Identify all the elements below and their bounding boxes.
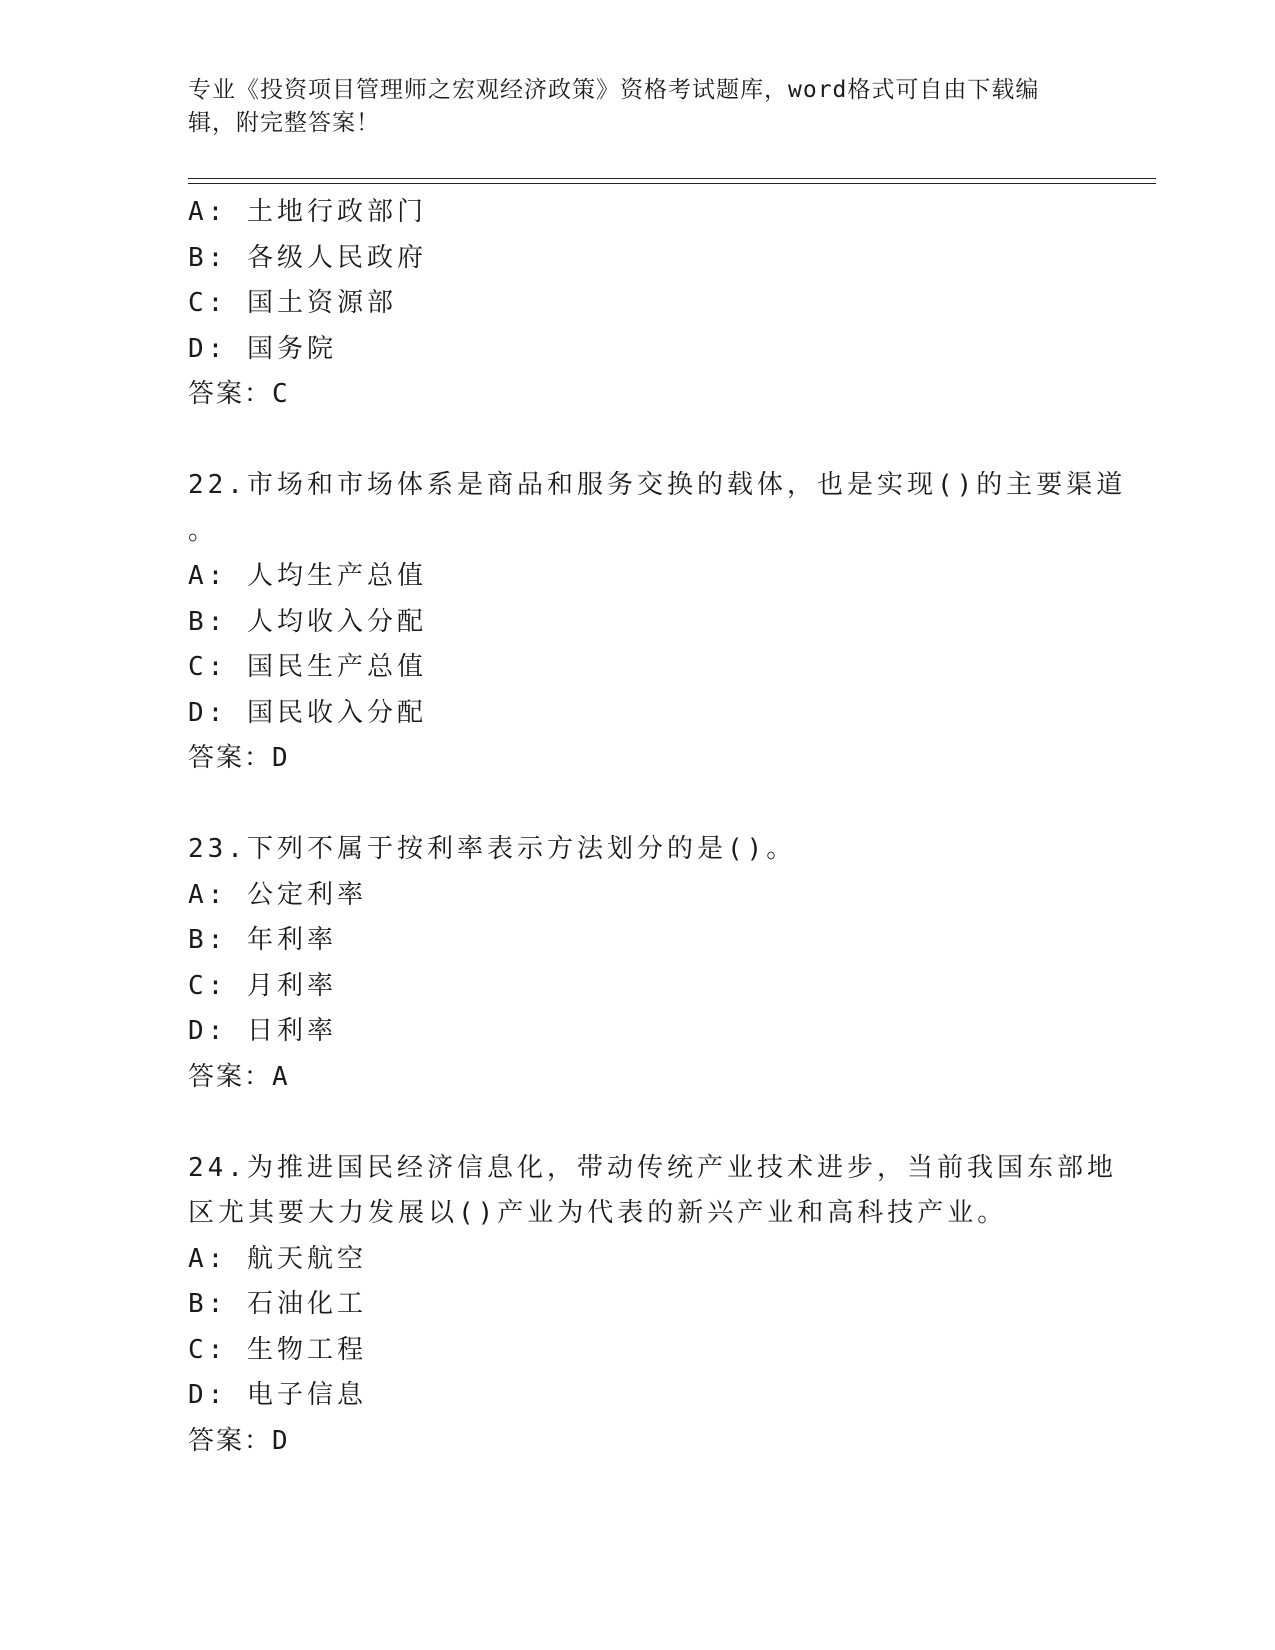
question-24 [188,1146,1117,1465]
question-22 [188,463,1127,782]
question-spacer [188,418,1088,464]
answer-line: 答案：C [188,379,290,409]
question-spacer [188,782,1088,828]
option-b: B: 人均收入分配 [188,606,427,637]
option-d: D: 国务院 [188,333,337,364]
answer-line: 答案：A [188,1061,290,1092]
option-d: D: 电子信息 [188,1380,367,1410]
option-d: D: 国民收入分配 [188,697,427,728]
answer-line: 答案：D [188,1425,290,1456]
option-b: B: 年利率 [188,925,337,955]
question-stem-line-1: 23.下列不属于按利率表示方法划分的是()。 [188,834,797,864]
option-c: C: 月利率 [188,970,337,1001]
question-spacer [188,1100,1088,1146]
option-b: B: 石油化工 [188,1289,367,1319]
option-c: C: 国土资源部 [188,288,397,318]
option-b: B: 各级人民政府 [188,242,427,273]
option-a: A: 航天航空 [188,1243,367,1274]
question-stem-line-2: 区尤其要大力发展以()产业为代表的新兴产业和高科技产业。 [188,1198,1008,1228]
question-stem-line-2: 。 [188,515,219,546]
question-21 [188,190,1088,418]
header-title-line-1: 专业《投资项目管理师之宏观经济政策》资格考试题库，word格式可自由下载编 [188,77,1040,103]
answer-line: 答案：D [188,743,290,773]
header-divider-top [188,178,1156,179]
option-a: A: 公定利率 [188,879,367,910]
question-stem-line-1: 24.为推进国民经济信息化，带动传统产业技术进步，当前我国东部地 [188,1152,1117,1183]
question-23 [188,827,1088,1100]
option-a: A: 土地行政部门 [188,197,427,227]
header-title-line-2: 辑，附完整答案！ [188,110,380,136]
option-c: C: 国民生产总值 [188,652,427,682]
question-list [188,190,1127,1464]
document-header [188,74,1068,140]
question-stem-line-1: 22.市场和市场体系是商品和服务交换的载体，也是实现()的主要渠道 [188,470,1127,500]
option-a: A: 人均生产总值 [188,561,427,591]
option-d: D: 日利率 [188,1016,337,1046]
header-divider-bottom [188,183,1156,184]
option-c: C: 生物工程 [188,1334,367,1365]
